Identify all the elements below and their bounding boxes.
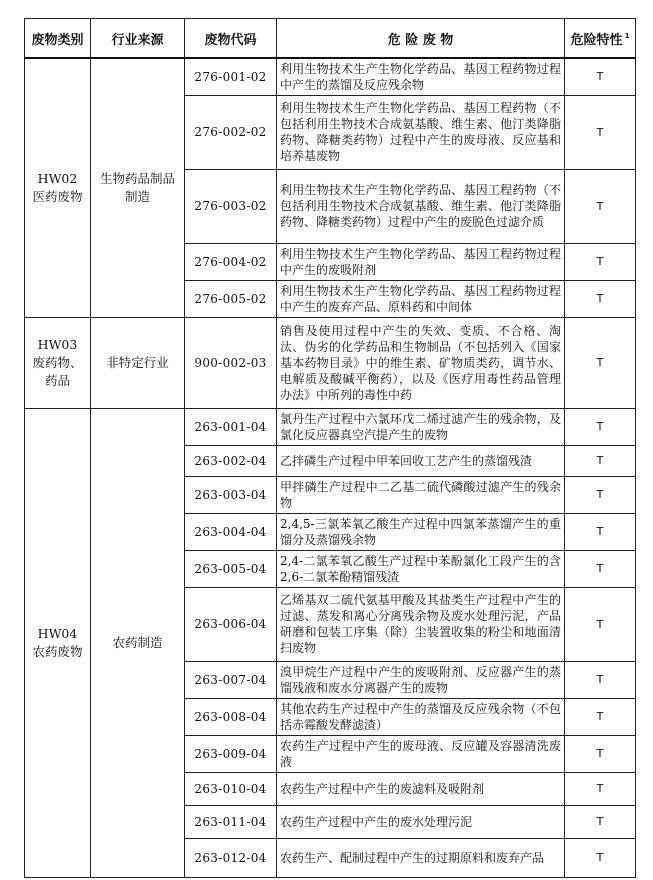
category-line: 废药物、 (32, 354, 83, 370)
header-waste: 危 险 废 物 (277, 19, 565, 59)
category-line: 药品 (44, 372, 70, 388)
hazard-characteristic: T (565, 661, 636, 698)
waste-description: 其他农药生产过程中产生的蒸馏及反应残余物（不包括赤霉酸发酵滤渣） (277, 698, 565, 735)
hazard-characteristic: T (565, 317, 636, 408)
waste-description: 利用生物技术生产生物化学药品、基因工程药物（不包括利用生物技术合成氨基酸、维生素、他汀类降脂药物、降糖类药物）过程中产生的废脱色过滤介质 (277, 169, 565, 243)
source-cell (91, 317, 185, 408)
waste-code: 276-003-02 (185, 169, 277, 243)
source-line: 生物药品制品 (99, 170, 175, 186)
waste-description: 2,4-二氯苯氧乙酸生产过程中苯酚氯化工段产生的含2,6-二氯苯酚精馏残渣 (277, 550, 565, 587)
waste-code: 263-005-04 (185, 550, 277, 587)
waste-description: 甲拌磷生产过程中二乙基二硫代磷酸过滤产生的残余物 (277, 476, 565, 513)
waste-description: 利用生物技术生产生物化学药品、基因工程药物过程中产生的蒸馏及反应残余物 (277, 58, 565, 95)
category-cell (25, 408, 91, 877)
waste-code: 263-003-04 (185, 476, 277, 513)
waste-description: 利用生物技术生产生物化学药品、基因工程药物过程中产生的废弃产品、原料药和中间体 (277, 280, 565, 317)
source-line: 非特定行业 (106, 354, 169, 370)
hazard-characteristic: T (565, 735, 636, 772)
waste-description: 乙烯基双二硫代氨基甲酸及其盐类生产过程中产生的过滤、蒸发和离心分离残余物及废水处理污泥，产品研磨和包装工序集（除）尘装置收集的粉尘和地面清扫废物 (277, 587, 565, 661)
category-cell (25, 317, 91, 408)
category-line: HW04 (37, 625, 78, 641)
hazard-characteristic: T (565, 445, 636, 476)
table-row (25, 317, 636, 408)
waste-code: 276-002-02 (185, 95, 277, 169)
table-body (25, 58, 636, 877)
hazard-characteristic: T (565, 550, 636, 587)
waste-code: 263-012-04 (185, 838, 277, 877)
hazard-characteristic: T (565, 169, 636, 243)
header-hazard (565, 19, 636, 59)
hazard-characteristic: T (565, 838, 636, 877)
waste-description: 农药生产过程中产生的废水处理污泥 (277, 805, 565, 838)
waste-code: 263-008-04 (185, 698, 277, 735)
waste-table-container (24, 18, 635, 878)
waste-description: 利用生物技术生产生物化学药品、基因工程药物过程中产生的废吸附剂 (277, 243, 565, 280)
hazard-characteristic: T (565, 513, 636, 550)
waste-description: 2,4,5-三氯苯氧乙酸生产过程中四氯苯蒸馏产生的重馏分及蒸馏残余物 (277, 513, 565, 550)
waste-code: 276-005-02 (185, 280, 277, 317)
hazardous-waste-table (24, 18, 636, 878)
waste-code: 263-006-04 (185, 587, 277, 661)
waste-code: 263-002-04 (185, 445, 277, 476)
hazard-characteristic: T (565, 280, 636, 317)
header-hazard-label: 危险特性 (570, 32, 623, 48)
source-line: 农药制造 (112, 634, 163, 650)
waste-code: 263-004-04 (185, 513, 277, 550)
waste-description: 溴甲烷生产过程中产生的废吸附剂、反应器产生的蒸馏残液和废水分离器产生的废物 (277, 661, 565, 698)
waste-code: 263-007-04 (185, 661, 277, 698)
waste-code: 276-001-02 (185, 58, 277, 95)
waste-description: 利用生物技术生产生物化学药品、基因工程药物（不包括利用生物技术合成氨基酸、维生素、他汀类降脂药物、降糖类药物）过程中产生的废母液、反应基和培养基废物 (277, 95, 565, 169)
header-source: 行业来源 (91, 19, 185, 59)
waste-description: 乙拌磷生产过程中甲苯回收工艺产生的蒸馏残渣 (277, 445, 565, 476)
hazard-characteristic: T (565, 95, 636, 169)
hazard-characteristic: T (565, 408, 636, 445)
hazard-characteristic: T (565, 772, 636, 805)
category-cell (25, 58, 91, 317)
hazard-characteristic: T (565, 587, 636, 661)
waste-description: 农药生产过程中产生的废母液、反应罐及容器清洗废液 (277, 735, 565, 772)
waste-code: 263-011-04 (185, 805, 277, 838)
category-line: 医药废物 (32, 188, 83, 204)
hazard-characteristic: T (565, 698, 636, 735)
table-row (25, 408, 636, 445)
source-cell (91, 58, 185, 317)
waste-code: 263-001-04 (185, 408, 277, 445)
source-cell (91, 408, 185, 877)
header-hazard-footnote: 1 (624, 32, 630, 41)
header-category: 废物类别 (25, 19, 91, 59)
waste-code: 263-010-04 (185, 772, 277, 805)
waste-code: 900-002-03 (185, 317, 277, 408)
hazard-characteristic: T (565, 58, 636, 95)
header-code: 废物代码 (185, 19, 277, 59)
hazard-characteristic: T (565, 476, 636, 513)
category-line: HW03 (37, 336, 78, 352)
waste-description: 氯丹生产过程中六氯环戊二烯过滤产生的残余物，及氯化反应器真空汽提产生的废物 (277, 408, 565, 445)
hazard-characteristic: T (565, 243, 636, 280)
waste-description: 农药生产、配制过程中产生的过期原料和废弃产品 (277, 838, 565, 877)
table-header-row (25, 19, 636, 59)
waste-description: 销售及使用过程中产生的失效、变质、不合格、淘汰、伪劣的化学药品和生物制品（不包括列入《国家基本药物目录》中的维生素、矿物质类药，调节水、电解质及酸碱平衡药），以及《医疗用毒性药品管理办法》中所列的毒性中药 (277, 317, 565, 408)
category-line: HW02 (37, 170, 78, 186)
hazard-characteristic: T (565, 805, 636, 838)
waste-code: 276-004-02 (185, 243, 277, 280)
category-line: 农药废物 (32, 643, 83, 659)
waste-code: 263-009-04 (185, 735, 277, 772)
table-row (25, 58, 636, 95)
source-line: 制造 (124, 188, 150, 204)
waste-description: 农药生产过程中产生的废滤料及吸附剂 (277, 772, 565, 805)
